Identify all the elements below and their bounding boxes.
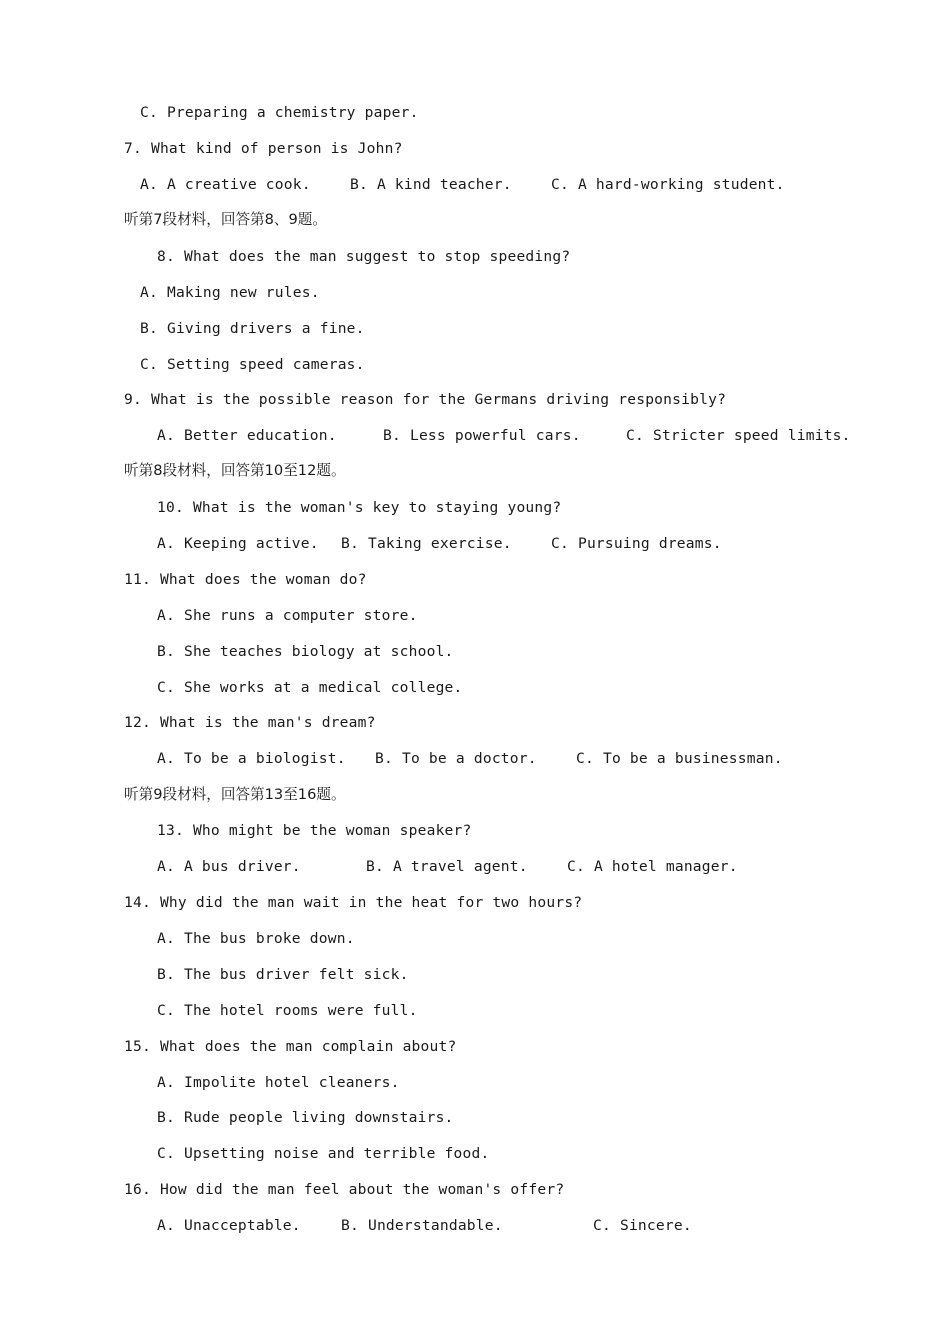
section-heading-9: 听第9段材料，回答第13至16题。 (124, 786, 346, 803)
q7-option-b: B. A kind teacher. (350, 176, 512, 193)
question-9: 9. What is the possible reason for the Germans driving responsibly? (124, 391, 727, 408)
question-8: 8. What does the man suggest to stop speeding? (157, 248, 571, 265)
question-12: 12. What is the man's dream? (124, 714, 376, 731)
q16-option-b: B. Understandable. (341, 1217, 503, 1234)
q14-option-a: A. The bus broke down. (157, 930, 355, 947)
q14-option-c: C. The hotel rooms were full. (157, 1002, 418, 1019)
q15-option-a: A. Impolite hotel cleaners. (157, 1074, 400, 1091)
q9-option-b: B. Less powerful cars. (383, 427, 581, 444)
q13-option-b: B. A travel agent. (366, 858, 528, 875)
q10-option-c: C. Pursuing dreams. (551, 535, 722, 552)
q12-option-c: C. To be a businessman. (576, 750, 783, 767)
section-heading-8: 听第8段材料，回答第10至12题。 (124, 462, 346, 479)
q11-option-c: C. She works at a medical college. (157, 679, 463, 696)
q16-option-c: C. Sincere. (593, 1217, 692, 1234)
section-heading-7: 听第7段材料，回答第8、9题。 (124, 211, 327, 228)
q16-option-a: A. Unacceptable. (157, 1217, 301, 1234)
question-15: 15. What does the man complain about? (124, 1038, 457, 1055)
q14-option-b: B. The bus driver felt sick. (157, 966, 409, 983)
question-13: 13. Who might be the woman speaker? (157, 822, 472, 839)
q6-option-c: C. Preparing a chemistry paper. (140, 104, 419, 121)
q13-option-c: C. A hotel manager. (567, 858, 738, 875)
q15-option-c: C. Upsetting noise and terrible food. (157, 1145, 490, 1162)
question-14: 14. Why did the man wait in the heat for two hours? (124, 894, 583, 911)
q10-option-a: A. Keeping active. (157, 535, 319, 552)
q15-option-b: B. Rude people living downstairs. (157, 1109, 454, 1126)
q11-option-b: B. She teaches biology at school. (157, 643, 454, 660)
q9-option-a: A. Better education. (157, 427, 337, 444)
q7-option-c: C. A hard-working student. (551, 176, 785, 193)
q9-option-c: C. Stricter speed limits. (626, 427, 851, 444)
q8-option-c: C. Setting speed cameras. (140, 356, 365, 373)
q7-option-a: A. A creative cook. (140, 176, 311, 193)
q12-option-b: B. To be a doctor. (375, 750, 537, 767)
question-10: 10. What is the woman's key to staying young? (157, 499, 562, 516)
q10-option-b: B. Taking exercise. (341, 535, 512, 552)
question-11: 11. What does the woman do? (124, 571, 367, 588)
q12-option-a: A. To be a biologist. (157, 750, 346, 767)
q8-option-b: B. Giving drivers a fine. (140, 320, 365, 337)
question-7: 7. What kind of person is John? (124, 140, 403, 157)
q11-option-a: A. She runs a computer store. (157, 607, 418, 624)
q13-option-a: A. A bus driver. (157, 858, 301, 875)
question-16: 16. How did the man feel about the woman's offer? (124, 1181, 565, 1198)
q8-option-a: A. Making new rules. (140, 284, 320, 301)
